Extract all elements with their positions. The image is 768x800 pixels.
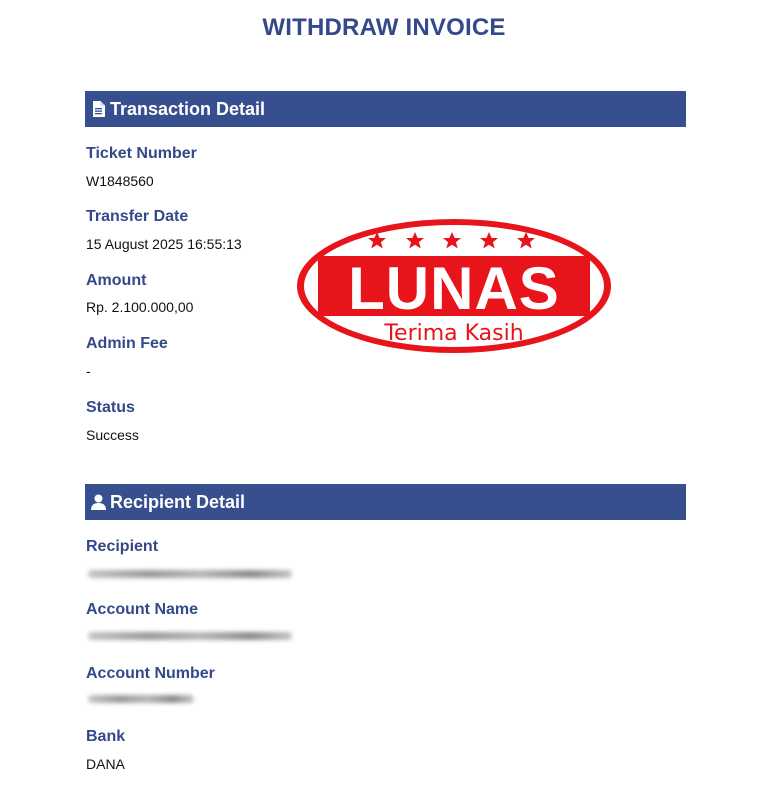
transaction-detail-header — [85, 91, 686, 127]
admin-fee-label: Admin Fee — [86, 335, 168, 352]
recipient-detail-header — [85, 484, 686, 520]
amount-label: Amount — [86, 272, 147, 289]
account-number-label: Account Number — [86, 665, 215, 682]
bank-value: DANA — [86, 756, 125, 772]
transfer-date-label: Transfer Date — [86, 208, 189, 225]
ticket-number-value: W1848560 — [86, 173, 154, 189]
account-name-label: Account Name — [86, 601, 199, 618]
amount-value: Rp. 2.100.000,00 — [86, 299, 194, 315]
document-icon — [90, 100, 106, 118]
user-icon — [90, 493, 106, 511]
account-number-value-redacted — [88, 695, 194, 703]
recipient-label: Recipient — [86, 538, 159, 555]
status-label: Status — [86, 399, 135, 416]
page-title: WITHDRAW INVOICE — [262, 14, 506, 41]
section-title: Transaction Detail — [110, 98, 266, 119]
transfer-date-value: 15 August 2025 16:55:13 — [86, 236, 242, 252]
paid-stamp — [294, 216, 614, 356]
admin-fee-value: - — [86, 363, 91, 379]
bank-label: Bank — [86, 728, 126, 745]
account-name-value-redacted — [88, 632, 292, 640]
recipient-value-redacted — [88, 570, 292, 578]
section-title: Recipient Detail — [110, 491, 246, 512]
stamp-subtext: Terima Kasih — [384, 321, 524, 346]
status-value: Success — [86, 427, 139, 443]
stamp-text: LUNAS — [348, 255, 560, 322]
ticket-number-label: Ticket Number — [86, 145, 197, 162]
